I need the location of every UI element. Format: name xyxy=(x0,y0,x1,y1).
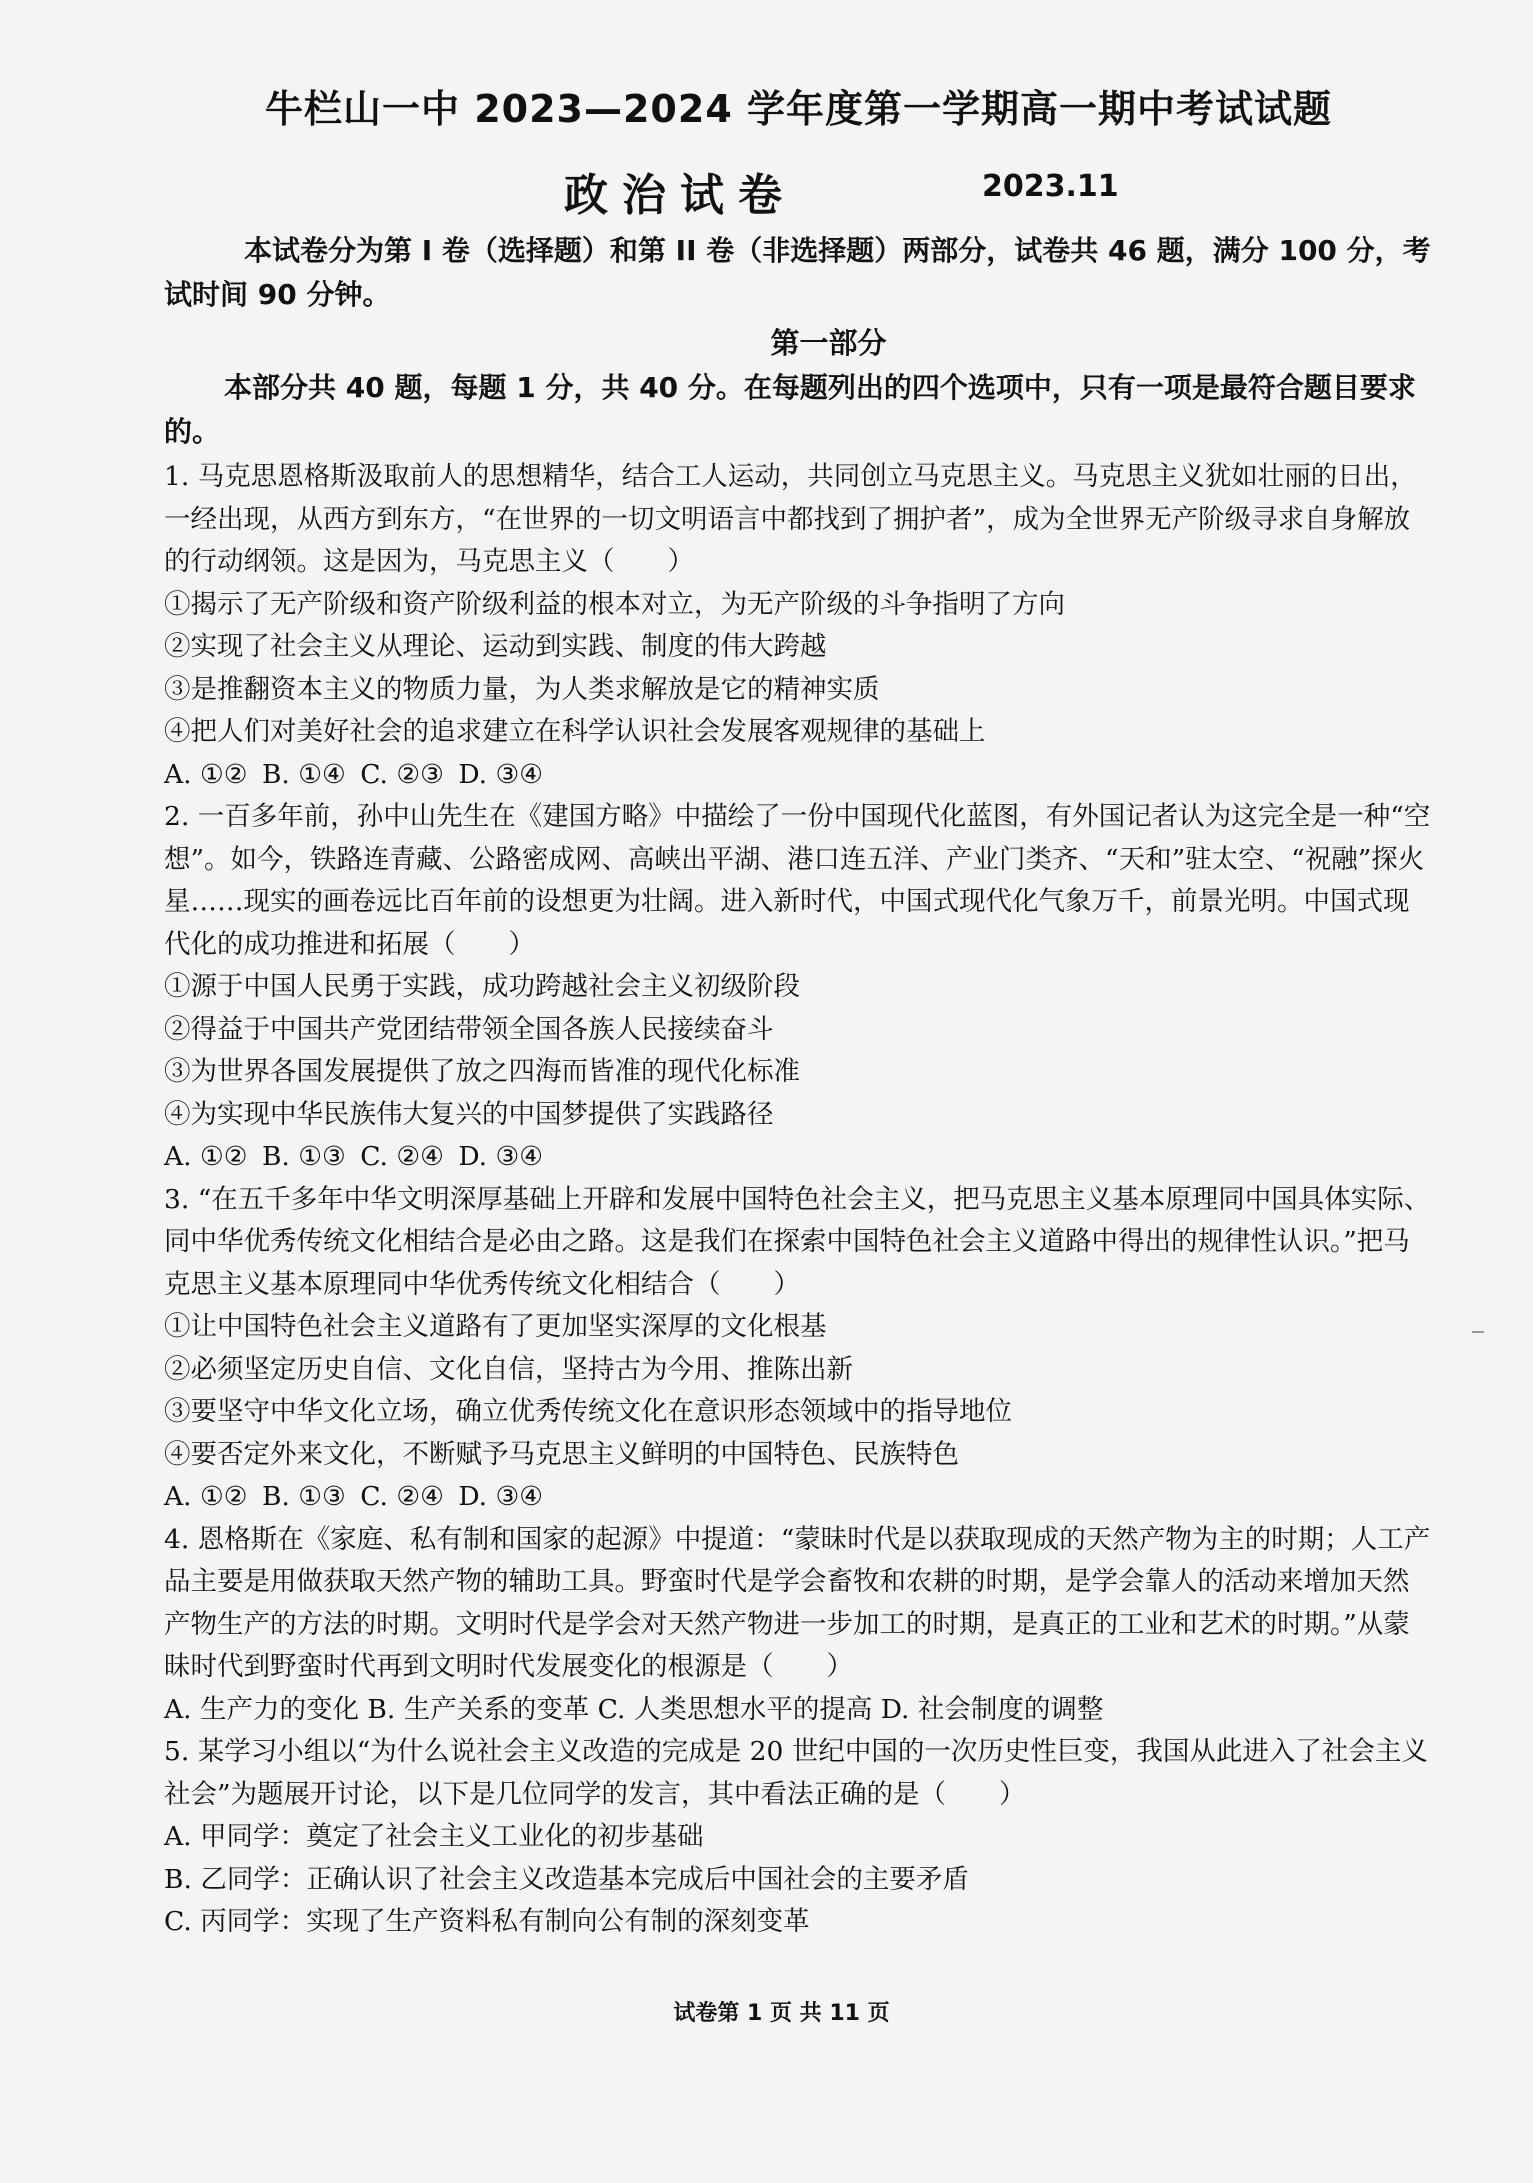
question-2 xyxy=(164,796,1433,1179)
paper-subtitle: 政治试卷 xyxy=(564,170,796,221)
option-item: ③要坚守中华文化立场，确立优秀传统文化在意识形态领域中的指导地位 xyxy=(164,1396,1012,1427)
choice-a: A. ①② xyxy=(164,1141,248,1172)
question-4 xyxy=(164,1519,1433,1732)
option-item: A. 甲同学：奠定了社会主义工业化的初步基础 xyxy=(164,1821,704,1852)
choice-a: A. ①② xyxy=(164,1481,248,1512)
choice-c: C. ②④ xyxy=(360,1481,444,1512)
question-stem: 2. 一百多年前，孙中山先生在《建国方略》中描绘了一份中国现代化蓝图，有外国记者认为这完全是一种“空想”。如今，铁路连青藏、公路密成网、高峡出平湖、港口连五洋、产业门类齐、“天和”驻太空、“祝融”探火星……现实的画卷远比百年前的设想更为壮阔。进入新时代，中国式现代化气象万千，前景光明。中国式现代化的成功推进和拓展（ ） xyxy=(164,801,1431,960)
option-item: ②必须坚定历史自信、文化自信，坚持古为今用、推陈出新 xyxy=(164,1353,853,1385)
choice-d: D. ③④ xyxy=(458,1481,544,1512)
question-5 xyxy=(164,1731,1433,1944)
exam-intro: 本试卷分为第 I 卷（选择题）和第 II 卷（非选择题）两部分，试卷共 46 题，满分 100 分，考试时间 90 分钟。 xyxy=(164,234,1431,311)
question-stem: 1. 马克思恩格斯汲取前人的思想精华，结合工人运动，共同创立马克思主义。马克思主义犹如壮丽的日出，一经出现，从西方到东方，“在世界的一切文明语言中都找到了拥护者”，成为全世界无产阶级寻求自身解放的行动纲领。这是因为，马克思主义（ ） xyxy=(164,461,1417,577)
choice-b: B. ①③ xyxy=(261,1141,346,1172)
choice-d: D. ③④ xyxy=(458,1141,544,1172)
choice-a: A. ①② xyxy=(164,758,248,790)
question-3 xyxy=(164,1179,1433,1519)
section-heading: 第一部分 xyxy=(770,326,887,360)
page-footer: 试卷第 1 页 共 11 页 xyxy=(673,2001,890,2026)
option-item: C. 丙同学：实现了生产资料私有制向公有制的深刻变革 xyxy=(164,1906,810,1937)
choice-c: C. ②③ xyxy=(360,758,444,790)
exam-date: 2023.11 xyxy=(982,169,1119,204)
choice-b: B. ①④ xyxy=(261,758,346,790)
answer-choices xyxy=(164,1476,1433,1519)
option-item: ②得益于中国共产党团结带领全国各族人民接续奋斗 xyxy=(164,1013,774,1045)
option-item: ④为实现中华民族伟大复兴的中国梦提供了实践路径 xyxy=(164,1098,774,1130)
subtitle-row xyxy=(164,159,1433,221)
option-item: ②实现了社会主义从理论、运动到实践、制度的伟大跨越 xyxy=(164,631,827,662)
choice-c: C. ②④ xyxy=(360,1141,444,1172)
option-item: ①源于中国人民勇于实践，成功跨越社会主义初级阶段 xyxy=(164,971,800,1002)
exam-title: 牛栏山一中 2023—2024 学年度第一学期高一期中考试试题 xyxy=(265,87,1332,131)
option-item: ①揭示了无产阶级和资产阶级利益的根本对立，为无产阶级的斗争指明了方向 xyxy=(164,588,1065,620)
answer-choices xyxy=(164,754,1433,797)
section-instruction: 本部分共 40 题，每题 1 分，共 40 分。在每题列出的四个选项中，只有一项是最符合题目要求的。 xyxy=(164,371,1416,448)
option-item: ③为世界各国发展提供了放之四海而皆准的现代化标准 xyxy=(164,1056,800,1087)
choice-b: B. ①③ xyxy=(261,1481,346,1512)
option-item: A. 生产力的变化 B. 生产关系的变革 C. 人类思想水平的提高 D. 社会制度的调整 xyxy=(164,1693,1104,1725)
choice-d: D. ③④ xyxy=(458,758,544,790)
option-item: ④把人们对美好社会的追求建立在科学认识社会发展客观规律的基础上 xyxy=(164,716,986,747)
question-stem: 3. “在五千多年中华文明深厚基础上开辟和发展中国特色社会主义，把马克思主义基本原理同中国具体实际、同中华优秀传统文化相结合是必由之路。这是我们在探索中国特色社会主义道路中得出的规律性认识。”把马克思主义基本原理同中华优秀传统文化相结合（ ） xyxy=(164,1183,1431,1300)
option-item: ③是推翻资本主义的物质力量，为人类求解放是它的精神实质 xyxy=(164,673,880,705)
option-item: B. 乙同学：正确认识了社会主义改造基本完成后中国社会的主要矛盾 xyxy=(164,1863,969,1895)
answer-choices xyxy=(164,1136,1433,1179)
question-1 xyxy=(164,456,1433,796)
question-stem: 5. 某学习小组以“为什么说社会主义改造的完成是 20 世纪中国的一次历史性巨变，我国从此进入了社会主义社会”为题展开讨论，以下是几位同学的发言，其中看法正确的是（ ） xyxy=(164,1736,1428,1810)
option-item: ①让中国特色社会主义道路有了更加坚实深厚的文化根基 xyxy=(164,1311,827,1342)
margin-mark xyxy=(1472,1331,1484,1333)
option-item: ④要否定外来文化，不断赋予马克思主义鲜明的中国特色、民族特色 xyxy=(164,1438,959,1470)
question-stem: 4. 恩格斯在《家庭、私有制和国家的起源》中提道：“蒙昧时代是以获取现成的天然产物为主的时期；人工产品主要是用做获取天然产物的辅助工具。野蛮时代是学会畜牧和农耕的时期，是学会靠人的活动来增加天然产物生产的方法的时期。文明时代是学会对天然产物进一步加工的时期，是真正的工业和艺术的时期。”从蒙昧时代到野蛮时代再到文明时代发展变化的根源是（ ） xyxy=(164,1523,1431,1682)
